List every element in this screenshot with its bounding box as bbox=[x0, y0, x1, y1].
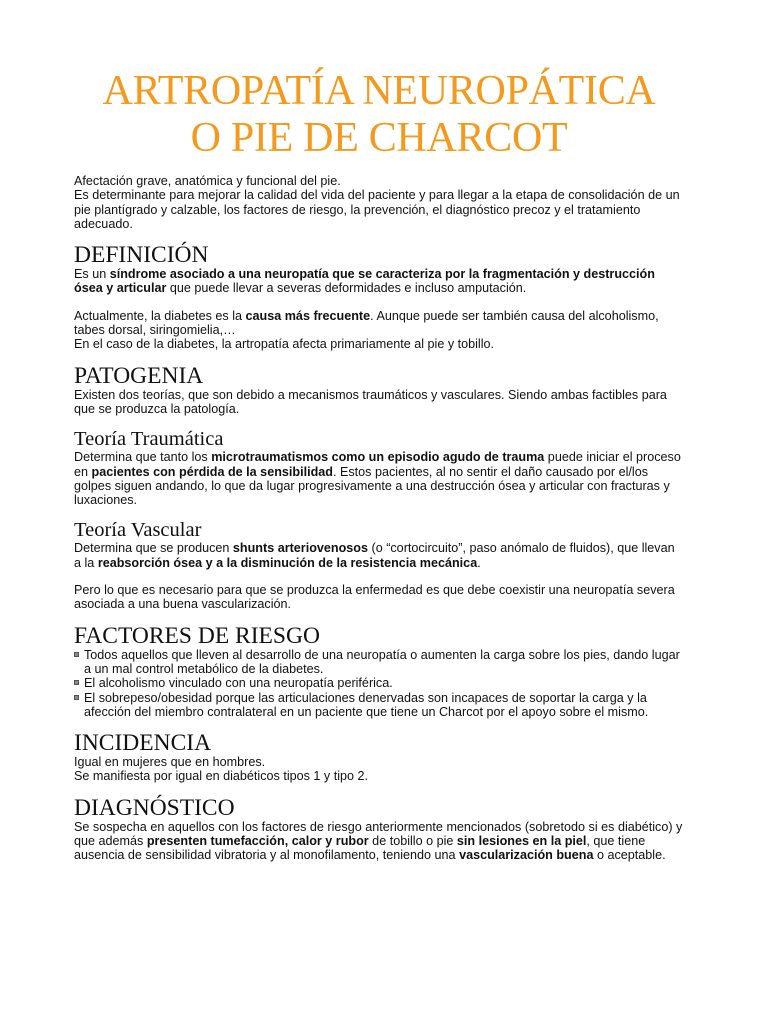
heading-teoria-traumatica: Teoría Traumática bbox=[74, 428, 224, 451]
heading-diagnostico: DIAGNÓSTICO bbox=[74, 794, 235, 821]
title-line-2: O PIE DE CHARCOT bbox=[190, 115, 568, 161]
incidencia-paragraph-1: Igual en mujeres que en hombres. bbox=[74, 755, 266, 770]
definicion-paragraph-2: Actualmente, la diabetes es la causa más frecuente. Aunque puede ser también causa del alcoholismo, tabes dorsal, siringomielia,… bbox=[74, 308, 659, 338]
intro-paragraph-2: Es determinante para mejorar la calidad del vida del paciente y para llegar a la etapa de consolidación de un pie plantígrado y calzable, los factores de riesgo, la prevención, el diagnóstico precoz y el tratamiento adecuado. bbox=[74, 188, 680, 231]
square-bullet-icon bbox=[74, 652, 79, 657]
vascular-paragraph-1: Determina que se producen shunts arteriovenosos (o “cortocircuito”, paso anómalo de fluidos), que llevan a la reabsorción ósea y a la disminución de la resistencia mecánica. bbox=[74, 541, 675, 570]
patogenia-paragraph: Existen dos teorías, que son debido a mecanismos traumáticos y vasculares. Siendo ambas factibles para que se produzca la patología. bbox=[74, 387, 667, 416]
list-item: Todos aquellos que lleven al desarrollo de una neuropatía o aumenten la carga sobre los pies, dando lugar a un mal control metabólico de la diabetes. bbox=[74, 648, 684, 677]
factores-list bbox=[74, 648, 684, 719]
intro-section bbox=[74, 174, 684, 231]
square-bullet-icon bbox=[74, 680, 79, 685]
square-bullet-icon bbox=[74, 695, 79, 700]
heading-incidencia: INCIDENCIA bbox=[74, 730, 212, 757]
heading-factores-de-riesgo: FACTORES DE RIESGO bbox=[74, 622, 320, 649]
title-line-1: ARTROPATÍA NEUROPÁTICA bbox=[102, 68, 656, 114]
list-item: El alcoholismo vinculado con una neuropatía periférica. bbox=[74, 676, 684, 690]
list-item: El sobrepeso/obesidad porque las articulaciones denervadas son incapaces de soportar la carga y la afección del miembro contralateral en un paciente que tiene un Charcot por el apoyo sobre el mismo. bbox=[74, 691, 684, 720]
heading-teoria-vascular: Teoría Vascular bbox=[74, 519, 202, 542]
heading-patogenia: PATOGENIA bbox=[74, 362, 204, 389]
intro-paragraph-1: Afectación grave, anatómica y funcional del pie. bbox=[74, 174, 341, 188]
definicion-paragraph-1: Es un síndrome asociado a una neuropatía que se caracteriza por la fragmentación y destrucción ósea y articular que puede llevar a severas deformidades e incluso amputación. bbox=[74, 267, 655, 296]
heading-definicion: DEFINICIÓN bbox=[74, 242, 209, 269]
incidencia-paragraph-2: Se manifiesta por igual en diabéticos tipos 1 y tipo 2. bbox=[74, 769, 369, 784]
traumatica-paragraph: Determina que tanto los microtraumatismos como un episodio agudo de trauma puede iniciar el proceso en pacientes con pérdida de la sensibilidad. Estos pacientes, al no sentir el daño causado por el/los golpes siguen andando, lo que da lugar progresivamente a una destrucción ósea y articular con fracturas y luxaciones. bbox=[74, 450, 681, 508]
definicion-paragraph-3: En el caso de la diabetes, la artropatía afecta primariamente al pie y tobillo. bbox=[74, 337, 495, 352]
document-title bbox=[74, 0, 684, 162]
vascular-paragraph-2: Pero lo que es necesario para que se produzca la enfermedad es que debe coexistir una neuropatía severa asociada a una buena vascularización. bbox=[74, 583, 675, 612]
diagnostico-paragraph: Se sospecha en aquellos con los factores de riesgo anteriormente mencionados (sobretodo si es diabético) y que además presenten tumefacción, calor y rubor de tobillo o pie sin lesiones en la piel, que tiene ausencia de sensibilidad vibratoria y al monofilamento, teniendo una vascularización buena o aceptable. bbox=[74, 819, 683, 863]
